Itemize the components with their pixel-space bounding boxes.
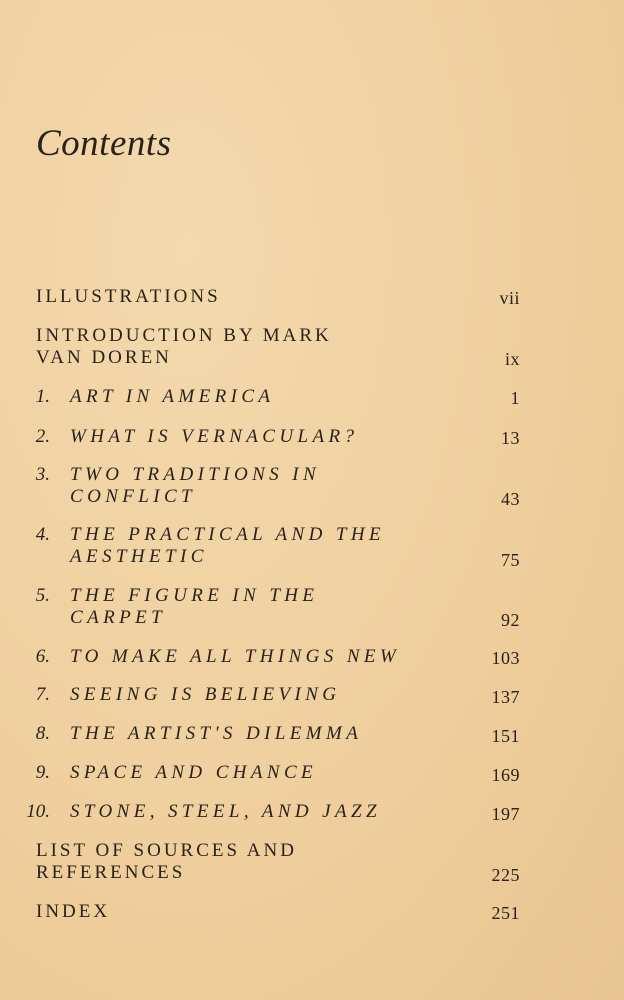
page-number: 251 [491, 903, 520, 923]
chapter-number: 1. [35, 386, 50, 407]
page-number: 1 [510, 388, 520, 408]
chapter-number: 8. [35, 723, 50, 744]
entry-title-line: VAN DOREN [36, 347, 172, 368]
page-number: 103 [491, 648, 520, 668]
page-number: 169 [491, 765, 520, 785]
entry-title-line: INTRODUCTION BY MARK [36, 325, 332, 346]
page-number: 225 [491, 865, 520, 885]
entry-title-line: INDEX [36, 901, 111, 922]
entry-title-line: LIST OF SOURCES AND [36, 840, 297, 861]
chapter-number: 10. [26, 801, 50, 822]
chapter-number: 2. [35, 426, 50, 447]
chapter-number: 3. [35, 464, 50, 485]
page-number: ix [504, 349, 520, 369]
entry-title-line: CONFLICT [70, 486, 197, 507]
entry-title-line: TWO TRADITIONS IN [70, 464, 321, 485]
page-number: 92 [501, 610, 520, 630]
entry-title-line: REFERENCES [36, 862, 186, 883]
chapter-number: 7. [35, 684, 50, 705]
entry-title-line: TO MAKE ALL THINGS NEW [70, 646, 401, 667]
entry-title-line: STONE, STEEL, AND JAZZ [70, 801, 381, 822]
chapter-number: 9. [35, 762, 50, 783]
entry-title-line: AESTHETIC [70, 546, 208, 567]
page-number: 13 [501, 428, 520, 448]
chapter-number: 5. [35, 585, 50, 606]
page-number: 137 [491, 687, 520, 707]
page-number: 197 [491, 804, 520, 824]
chapter-number: 6. [35, 646, 50, 667]
entry-title-line: CARPET [70, 607, 167, 628]
page-number: 151 [491, 726, 520, 746]
entry-title-line: ILLUSTRATIONS [36, 286, 221, 307]
entry-title-line: THE ARTIST'S DILEMMA [70, 723, 363, 744]
page-number: 75 [501, 550, 520, 570]
entry-title-line: WHAT IS VERNACULAR? [70, 426, 359, 447]
entry-title-line: THE FIGURE IN THE [70, 585, 319, 606]
entry-title-line: THE PRACTICAL AND THE [70, 524, 385, 545]
page-title: Contents [36, 123, 172, 164]
page-number: vii [499, 288, 520, 308]
entry-title-line: SEEING IS BELIEVING [70, 684, 341, 705]
chapter-number: 4. [35, 524, 50, 545]
entry-title-line: ART IN AMERICA [70, 386, 275, 407]
page-number: 43 [501, 489, 520, 509]
entry-title-line: SPACE AND CHANCE [70, 762, 318, 783]
